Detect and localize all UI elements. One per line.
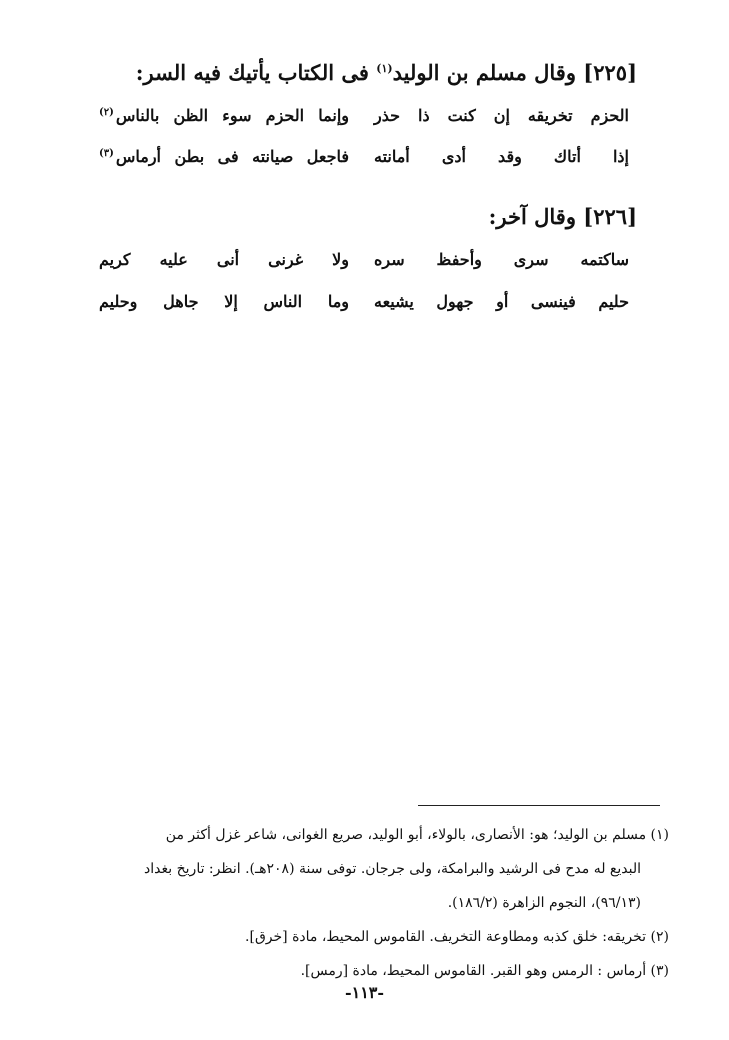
hemistich-first: حليم فينسى أو جهول يشيعه	[374, 292, 629, 311]
footnote-2: (٢) تخريقه: خلق كذبه ومطاوعة التخريف. القاموس المحيط، مادة [خرق].	[245, 929, 669, 945]
footnote-ref: (٢)	[99, 106, 114, 118]
verse-225-2	[99, 147, 629, 177]
hemistich-second	[99, 106, 349, 125]
hemistich-first: ساكتمه سرى وأحفظ سره	[374, 250, 629, 269]
heading-225-number: [٢٢٥]	[583, 60, 637, 85]
hemistich-second: وما الناس إلا جاهل وحليم	[99, 292, 349, 311]
heading-225-text-after: فى الكتاب يأتيك فيه السر:	[135, 60, 369, 85]
footnote-divider	[418, 805, 660, 806]
heading-226-text: وقال آخر:	[488, 204, 576, 229]
verse-226-2	[99, 292, 629, 322]
hemistich-second: ولا غرنى أنى عليه كريم	[99, 250, 349, 269]
verse-225-1	[99, 106, 629, 136]
hemistich-second	[99, 147, 349, 166]
hemistich-first: الحزم تخريقه إن كنت ذا حذر	[374, 106, 629, 125]
footnote-1-line-3: (٩٦/١٣)، النجوم الزاهرة (١٨٦/٢).	[447, 895, 641, 911]
heading-226	[489, 204, 637, 229]
heading-225	[136, 60, 637, 85]
hemistich-first: إذا أتاك وقد أدى أمانته	[374, 147, 629, 166]
footnote-1-line-2: البديع له مدح فى الرشيد والبرامكة، ولى جرجان. توفى سنة (٢٠٨هـ). انظر: تاريخ بغداد	[144, 861, 641, 877]
footnote-1-line-1: (١) مسلم بن الوليد؛ هو: الأنصارى، بالولاء، أبو الوليد، صريع الغوانى، شاعر غزل أكثر من	[165, 827, 669, 843]
heading-225-note-ref: (١)	[376, 62, 393, 75]
heading-226-number: [٢٢٦]	[583, 204, 637, 229]
heading-225-text: وقال مسلم بن الوليد	[392, 60, 576, 85]
footnote-ref: (٣)	[99, 147, 114, 159]
footnote-3: (٣) أرماس : الرمس وهو القبر. القاموس المحيط، مادة [رمس].	[300, 963, 669, 979]
verse-226-1	[99, 250, 629, 280]
hemistich-second-text: فاجعل صيانته فى بطن أرماس	[115, 147, 349, 166]
hemistich-second-text: وإنما الحزم سوء الظن بالناس	[115, 106, 349, 125]
page-number: -١١٣-	[344, 983, 385, 1002]
footnotes	[69, 818, 669, 988]
